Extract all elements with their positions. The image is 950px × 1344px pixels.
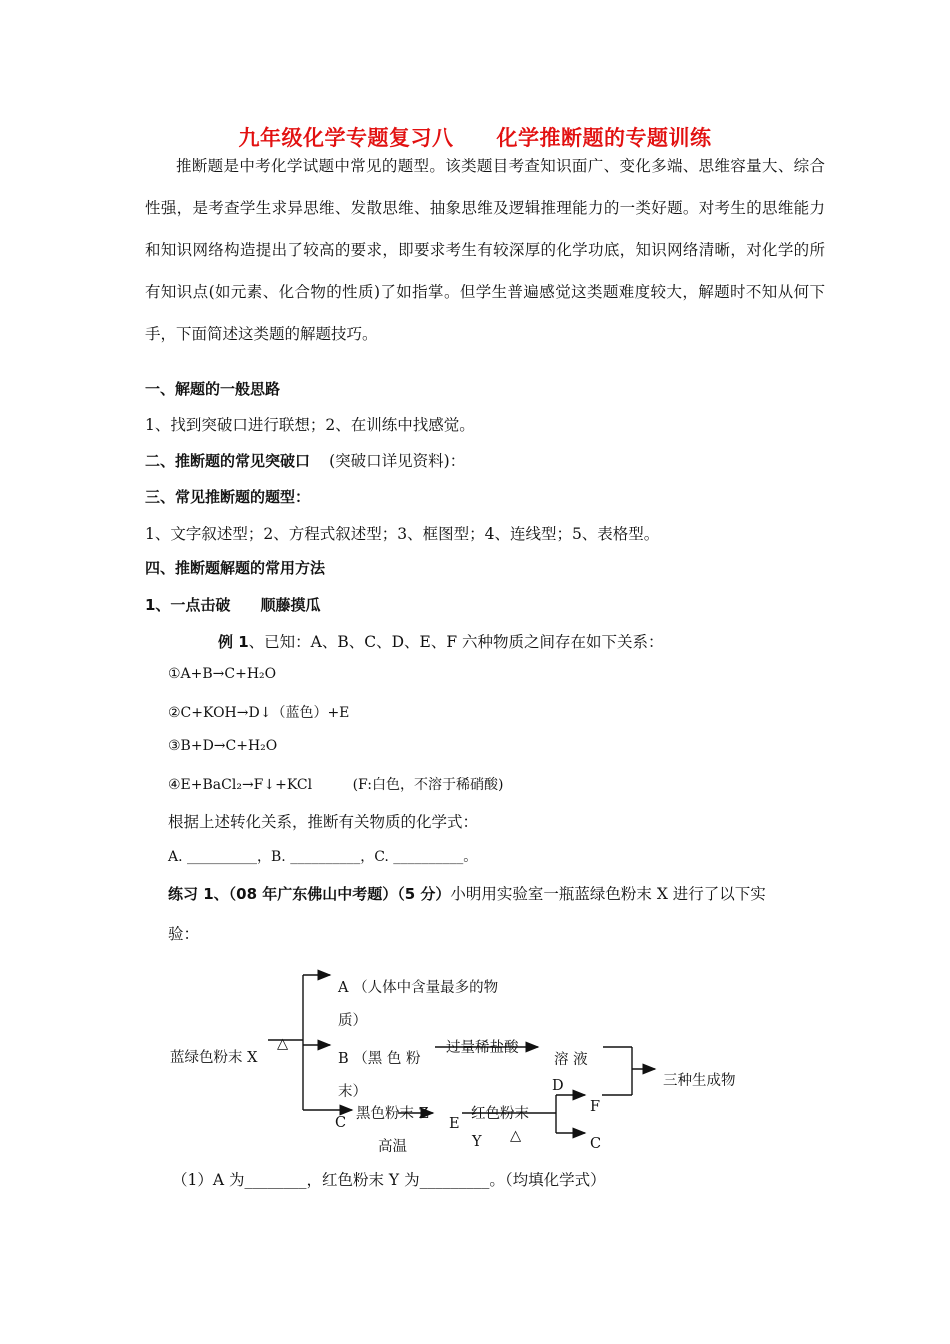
label-b-line2: 末） xyxy=(338,1084,367,1100)
equation-4-main: ④E+BaCl₂→F↓+KCl xyxy=(168,777,313,793)
equation-4-note: (F:白色，不溶于稀硝酸) xyxy=(352,777,504,793)
equation-1: ①A+B→C+H₂O xyxy=(168,666,277,682)
intro-text: 推断题是中考化学试题中常见的题型。该类题目考查知识面广、变化多端、思维容量大、综合性强，是考查学生求异思维、发散思维、抽象思维及逻辑推理能力的一类好题。对考生的思维能力和知识网络构造提出了较高的要求，即要求考生有较深厚的化学功底，知识网络清晰，对化学的所有知识点(如元素、化合物的性质)了如指掌。但学生普遍感觉这类题难度较大，解题时不知从何下手，下面简述这类题的解题技巧。 xyxy=(145,157,825,343)
section-4-heading: 四、推断题解题的常用方法 xyxy=(145,559,326,577)
delta-symbol-1: △ xyxy=(277,1036,289,1052)
label-c: C xyxy=(335,1115,347,1131)
label-b-line1: B （黑 色 粉 xyxy=(338,1051,421,1067)
example-text: 、已知：A、B、C、D、E、F 六种物质之间存在如下关系： xyxy=(248,633,664,651)
section-3-heading: 三、常见推断题的题型： xyxy=(145,488,311,506)
label-high-temp: 高温 xyxy=(378,1139,407,1155)
label-a-line1: A （人体中含量最多的物 xyxy=(338,980,499,996)
label-red-powder: 红色粉末 xyxy=(471,1106,529,1122)
label-black-z: 黑色粉末 Z xyxy=(356,1106,429,1122)
practice-1-continued: 验： xyxy=(168,925,200,943)
practice-label: 练习 1、（08 年广东佛山中考题）（5 分） xyxy=(168,885,451,903)
example-label: 例 1 xyxy=(218,633,249,651)
label-a-line2: 质） xyxy=(338,1013,367,1029)
section-1-body: 1、找到突破口进行联想；2、在训练中找感觉。 xyxy=(145,416,475,434)
question-1: （1）A 为________，红色粉末 Y 为_________。（均填化学式） xyxy=(172,1171,606,1189)
label-e: E xyxy=(449,1116,460,1132)
label-x: 蓝绿色粉末 X xyxy=(170,1050,258,1066)
label-f: F xyxy=(590,1099,601,1115)
label-d: D xyxy=(552,1078,564,1094)
section-2-heading: 二、推断题的常见突破口 xyxy=(145,452,311,470)
label-y: Y xyxy=(472,1134,482,1150)
document-title: 九年级化学专题复习八 化学推断题的专题训练 xyxy=(238,126,712,150)
section-3-body: 1、文字叙述型；2、方程式叙述型；3、框图型；4、连线型；5、表格型。 xyxy=(145,525,660,543)
label-c2: C xyxy=(590,1136,602,1152)
delta-symbol-2: △ xyxy=(510,1128,522,1144)
question-prompt: 根据上述转化关系，推断有关物质的化学式： xyxy=(168,813,479,831)
section-2-note: (突破口详见资料)： xyxy=(329,452,466,470)
label-solution: 溶 液 xyxy=(554,1052,588,1068)
label-products: 三种生成物 xyxy=(663,1073,736,1089)
equation-3: ③B+D→C+H₂O xyxy=(168,738,278,754)
section-1-heading: 一、解题的一般思路 xyxy=(145,380,281,398)
method-1-heading: 1、一点击破 顺藤摸瓜 xyxy=(145,596,321,614)
answer-blanks: A. __________，B. __________，C. __________。 xyxy=(168,849,478,865)
label-acid: 过量稀盐酸 xyxy=(446,1040,519,1056)
practice-text: 小明用实验室一瓶蓝绿色粉末 X 进行了以下实 xyxy=(450,885,766,903)
equation-2: ②C+KOH→D↓（蓝色）+E xyxy=(168,705,350,721)
